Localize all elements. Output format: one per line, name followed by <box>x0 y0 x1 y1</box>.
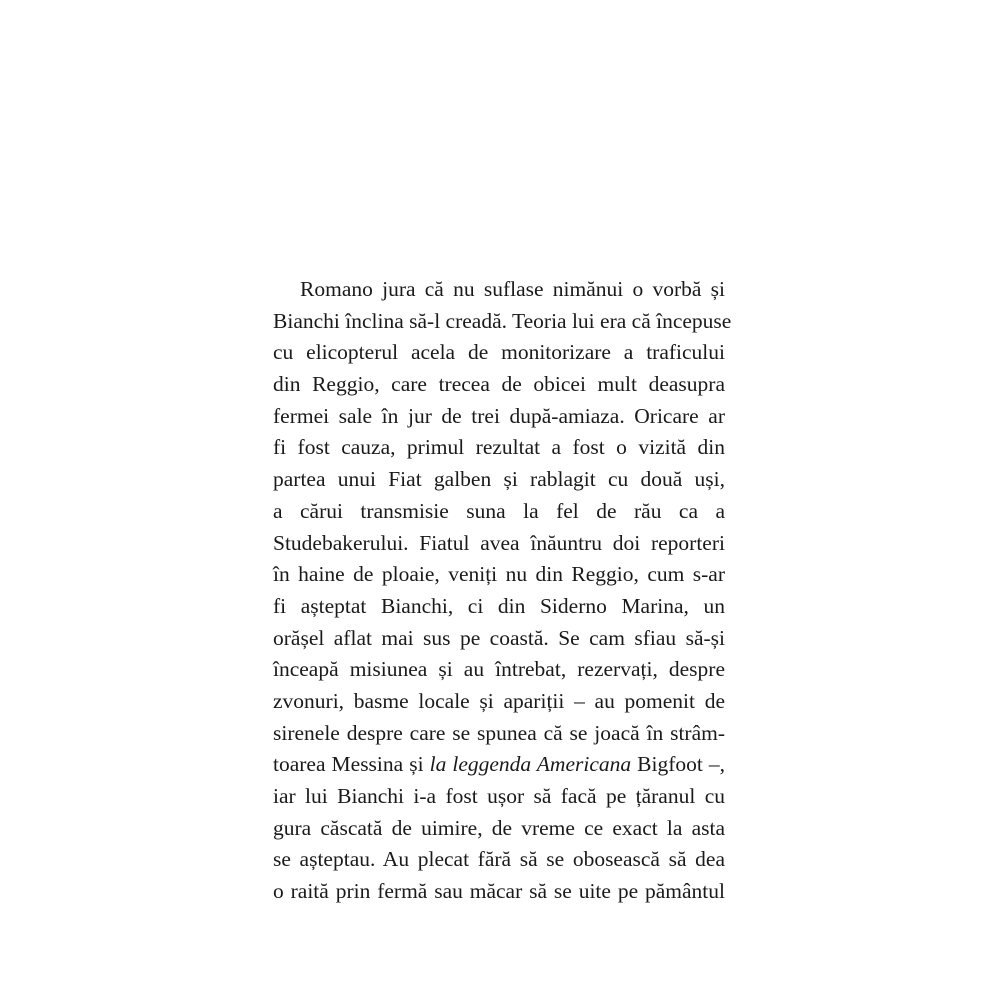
text-line: Romano jura că nu suflase nimănui o vorbă și <box>300 277 725 301</box>
text-line: a cărui transmisie suna la fel de rău ca a <box>273 498 725 523</box>
text-line: sirenele despre care se spunea că se joacă în strâm- <box>273 720 725 745</box>
text-line: fi așteptat Bianchi, ci din Siderno Marina, un <box>273 593 725 618</box>
text-line: iar lui Bianchi i-a fost ușor să facă pe țăranul cu <box>273 784 725 808</box>
text-line: fermei sale în jur de trei după-amiaza. Oricare ar <box>273 403 725 428</box>
text-line: fi fost cauza, primul rezultat a fost o vizită din <box>273 435 725 460</box>
text-line: Bianchi înclina să-l creadă. Teoria lui era că începuse <box>273 308 732 333</box>
text-line: orășel aflat mai sus pe coastă. Se cam sfiau să-și <box>273 625 725 650</box>
text-line: în haine de ploaie, veniți nu din Reggio, cum s-ar <box>273 562 725 587</box>
text-line: înceapă misiunea și au întrebat, rezervați, despre <box>273 657 725 682</box>
text-line: gura căscată de uimire, de vreme ce exact la asta <box>273 815 725 840</box>
text-line: Studebakerului. Fiatul avea înăuntru doi reporteri <box>273 530 725 555</box>
italic-phrase: la leggenda Americana <box>429 752 632 777</box>
text-line: o raită prin fermă sau măcar să se uite pe pământul <box>273 879 725 904</box>
text-segment: Bigfoot –, <box>631 752 725 777</box>
text-line: cu elicopterul acela de monitorizare a traficului <box>273 340 725 365</box>
text-line-with-italic <box>273 749 725 781</box>
text-line: se așteptau. Au plecat fără să se obosească să dea <box>273 847 725 872</box>
body-paragraph <box>273 274 732 908</box>
text-segment: toarea Messina și <box>273 752 430 777</box>
text-line: din Reggio, care trecea de obicei mult deasupra <box>273 372 725 397</box>
text-line: partea unui Fiat galben și rablagit cu două uși, <box>273 467 725 492</box>
text-line: zvonuri, basme locale și apariții – au pomenit de <box>273 688 725 713</box>
